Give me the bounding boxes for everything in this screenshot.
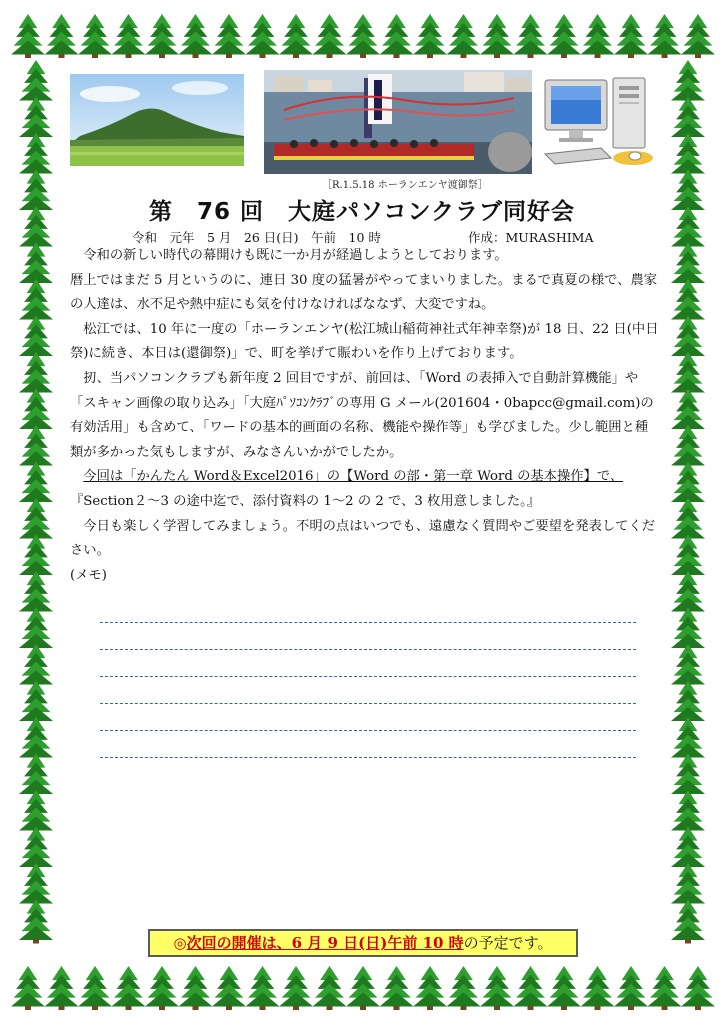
body-text [70, 244, 660, 588]
memo-line [100, 596, 636, 623]
tree-icon [547, 966, 581, 1010]
desktop-computer-icon [541, 76, 667, 170]
paragraph-1: 令和の新しい時代の幕開けも既に一か月が経過しようとしております。 [83, 248, 508, 263]
tree-icon [78, 966, 112, 1010]
tree-icon [447, 966, 481, 1010]
paragraph-5-rest: 『Section２～3 の途中迄で、添付資料の 1～2 の 2 で、3 枚用意しました。』 [70, 493, 541, 509]
tree-icon [648, 966, 682, 1010]
tree-icon [179, 966, 213, 1010]
tree-icon [246, 14, 280, 58]
tree-icon [279, 14, 313, 58]
memo-line [100, 677, 636, 704]
tree-icon [45, 14, 79, 58]
tree-icon [112, 966, 146, 1010]
tree-icon [648, 14, 682, 58]
tree-icon [413, 966, 447, 1010]
tree-icon [346, 966, 380, 1010]
tree-icon [681, 966, 715, 1010]
tree-icon [11, 14, 45, 58]
tree-icon [212, 14, 246, 58]
tree-icon [246, 966, 280, 1010]
tree-icon [447, 14, 481, 58]
author: 作成：MURASHIMA [468, 230, 594, 245]
tree-icon [78, 14, 112, 58]
paragraph-6: 今日も楽しく学習してみましょう。不明の点はいつでも、遠慮なく質問やご要望を発表してください。 [70, 518, 656, 559]
photo-caption: ［R.1.5.18 ホーランエンヤ渡御祭］ [322, 180, 488, 191]
tree-icon [45, 966, 79, 1010]
notice-part1: 次回の開催は、 [186, 934, 292, 952]
paragraph-4: 扨、当パソコンクラブも新年度 2 回目ですが、前回は、「Word の表挿入で自動計算機能」や「スキャン画像の取り込み」「大庭ﾊﾟｿｺﾝｸﾗﾌﾞの専用 G メール(201604・0bapcc@gmail.com)の有効活用」も含めて、「ワードの基本的画面の名称、機能や操作等」も学びました。少し範囲と種類が多かった気もしますが、みなさんいかがでしたか。 [70, 370, 654, 460]
tree-icon [581, 966, 615, 1010]
tree-icon [380, 14, 414, 58]
tree-icon [413, 14, 447, 58]
tree-icon [179, 14, 213, 58]
notice-suffix: の予定です。 [463, 934, 553, 952]
memo-line [100, 731, 636, 758]
tree-icon [11, 966, 45, 1010]
tree-icon [480, 14, 514, 58]
tree-icon [145, 966, 179, 1010]
tree-icon [313, 966, 347, 1010]
next-meeting-notice [148, 929, 578, 957]
tree-icon [346, 14, 380, 58]
tree-icon [514, 14, 548, 58]
tree-icon [614, 14, 648, 58]
meeting-date: 令和 元年 5 月 26 日(日) 午前 10 時 [132, 230, 381, 245]
memo-label: (メモ) [70, 567, 107, 583]
tree-icon [480, 966, 514, 1010]
tree-icon [313, 14, 347, 58]
festival-boat-photo [264, 70, 532, 174]
tree-icon [614, 966, 648, 1010]
tree-icon [547, 14, 581, 58]
paragraph-2: 暦上ではまだ 5 月というのに、連日 30 度の猛暑がやってまいりました。まるで真夏の様で、農家の人達は、水不足や熱中症にも気を付けなければななず、大変ですね。 [70, 272, 658, 313]
paragraph-5-underlined: 今回は「かんたん Word＆Excel2016」の【Word の部・第一章 Word の基本操作】で、 [83, 469, 624, 485]
notice-date: 6 月 9 日(日)午前 10 時 [291, 934, 464, 952]
tree-icon [581, 14, 615, 58]
tree-icon [212, 966, 246, 1010]
tree-icon [279, 966, 313, 1010]
tree-icon [112, 14, 146, 58]
tree-icon [19, 900, 53, 944]
paragraph-3: 松江では、10 年に一度の「ホーランエンヤ(松江城山稲荷神社式年神幸祭)が 18 日、22 日(中日祭)に続き、本日は(還御祭)」で、町を挙げて賑わいを作り上げております。 [70, 321, 659, 362]
memo-line [100, 704, 636, 731]
tree-icon [380, 966, 414, 1010]
mountain-photo [70, 74, 244, 166]
notice-prefix: ◎ [173, 934, 187, 952]
page-title: 第 76 回 大庭パソコンクラブ同好会 [148, 199, 576, 225]
tree-icon [671, 900, 705, 944]
memo-lines [100, 596, 636, 758]
tree-icon [681, 14, 715, 58]
tree-icon [514, 966, 548, 1010]
memo-line [100, 623, 636, 650]
paragraph-5 [70, 465, 660, 514]
memo-line [100, 650, 636, 677]
tree-icon [145, 14, 179, 58]
